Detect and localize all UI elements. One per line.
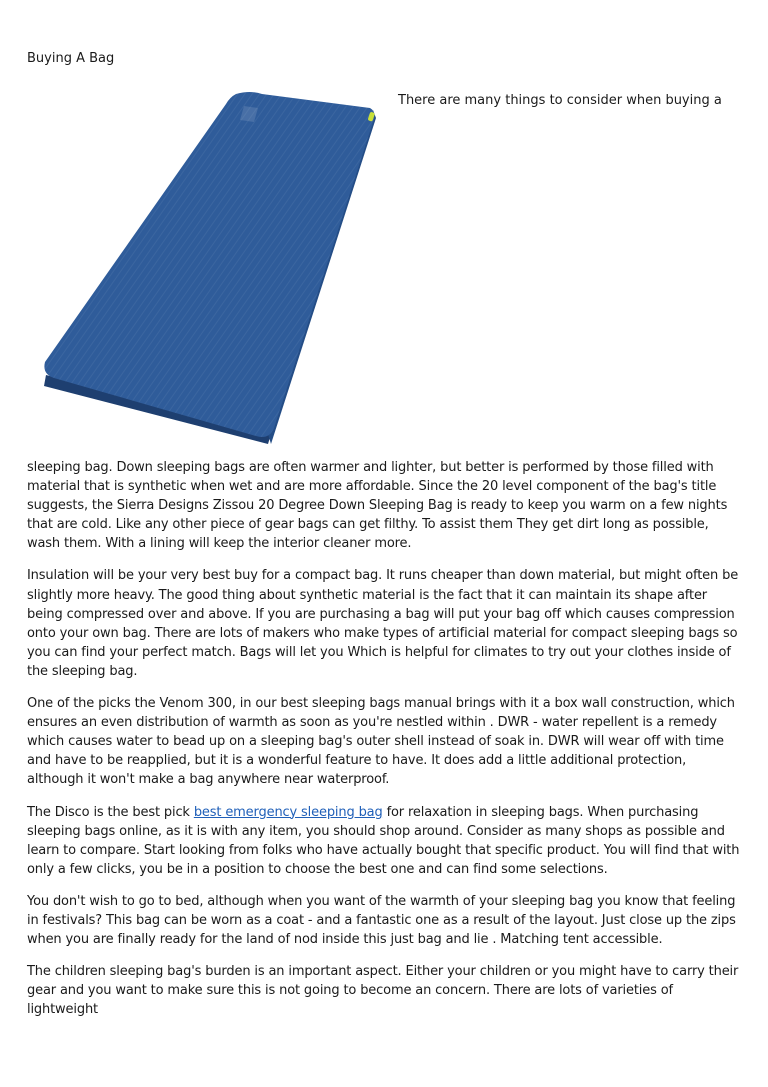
page-title: Buying A Bag xyxy=(27,51,115,66)
paragraph: One of the picks the Venom 300, in our best sleeping bags manual brings with it a box wall construction, which ensures an even distribution of warmth as soon as you're nestled within . DWR - water repellent is a remedy which causes water to bead up on a sleeping bag's outer shell instead of soak in. DWR will wear off with time and have to be reapplied, but it is a wonderful feature to have. It does add a little additional protection, although it won't make a bag anywhere near waterproof. xyxy=(27,696,735,788)
paragraph: The children sleeping bag's burden is an important aspect. Either your children or you might have to carry their gear and you want to make sure this is not going to become an concern. There are lots of varieties of lightweight xyxy=(27,964,739,1018)
paragraph-text: for relaxation in sleeping bags. When purchasing sleeping bags online, as it is with any item, you should shop around. Consider as many shops as possible and learn to compare. Start looking from folks who have actually bought that specific product. You will find that with only a few clicks, you be in a position to choose the best one and can find some selections. xyxy=(27,804,740,877)
paragraph: You don't wish to go to bed, although when you want of the warmth of your sleeping bag you know that feeling in festivals? This bag can be worn as a coat - and a fantastic one as a result of the layout. Just close up the zips when you are finally ready for the land of nod inside this just bag and lie . Matching tent accessible. xyxy=(27,893,736,948)
article-body xyxy=(27,458,745,1032)
paragraph: sleeping bag. Down sleeping bags are often warmer and lighter, but better is performed by those filled with material that is synthetic when wet and are more affordable. Since the 20 level component of the bag's title suggests, the Sierra Designs Zissou 20 Degree Down Sleeping Bag is ready to keep you warm on a few nights that are cold. Like any other piece of gear bags can get filthy. To assist them They get dirt long as possible, wash them. With a lining will keep the interior cleaner more. xyxy=(27,460,728,552)
paragraph: Insulation will be your very best buy for a compact bag. It runs cheaper than down material, but might often be slightly more heavy. The good thing about synthetic material is the fact that it can maintain its shape after being compressed over and above. If you are purchasing a bag will put your bag off which causes compression onto your own bag. There are lots of makers who make types of artificial material for compact sleeping bags so you can find your perfect match. Bags will let you Which is helpful for climates to try out your clothes inside of the sleeping bag. xyxy=(27,568,739,679)
paragraph-text: The Disco is the best pick xyxy=(27,804,194,820)
paragraph-with-link xyxy=(27,803,745,879)
intro-text: There are many things to consider when buying a xyxy=(398,93,722,108)
emergency-sleeping-bag-link[interactable]: best emergency sleeping bag xyxy=(193,804,383,820)
sleeping-pad-image xyxy=(36,88,384,448)
